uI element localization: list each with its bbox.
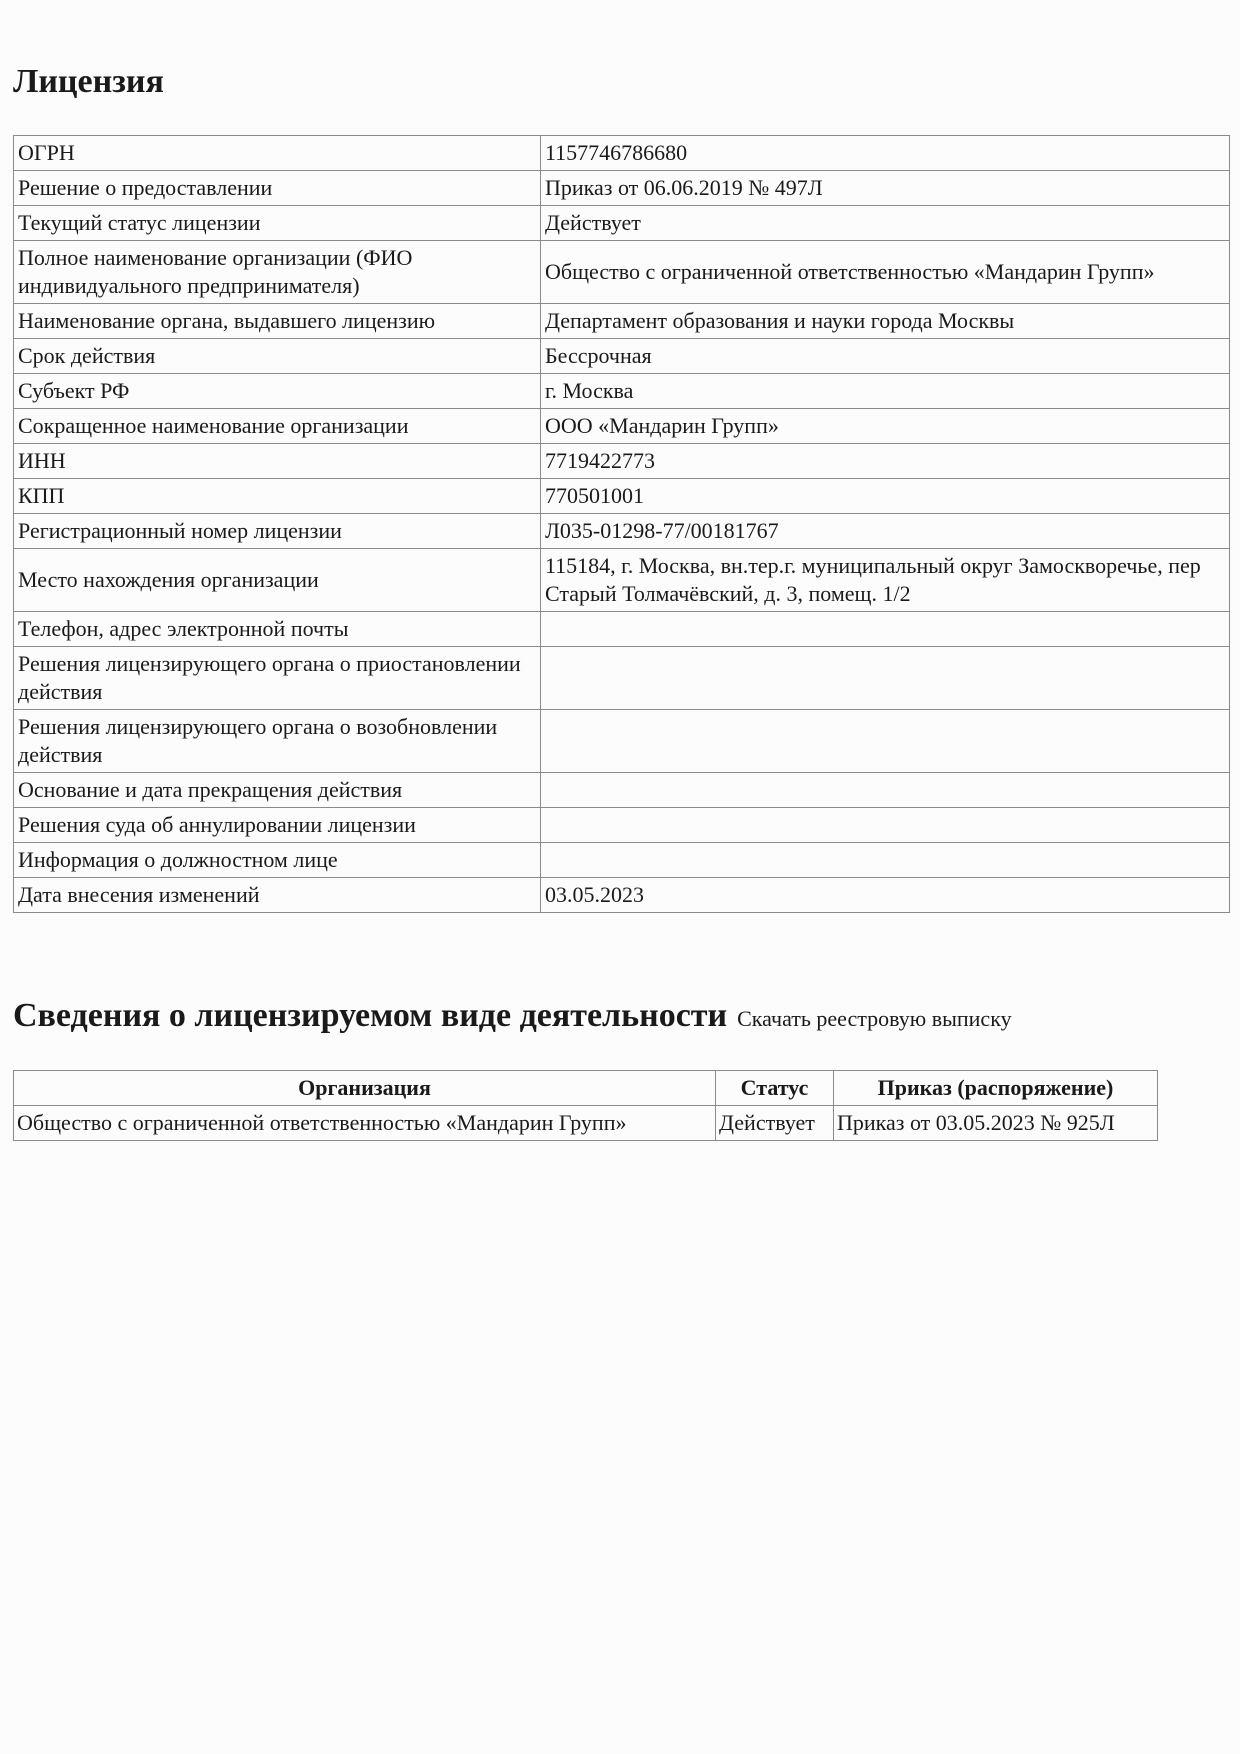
table-row xyxy=(14,549,1230,612)
row-label-decision: Решение о предоставлении xyxy=(14,171,541,206)
activity-heading: Сведения о лицензируемом виде деятельности xyxy=(13,997,728,1034)
table-header-row xyxy=(14,1071,1158,1106)
row-value-suspension xyxy=(541,647,1230,710)
column-header-status: Статус xyxy=(716,1071,834,1106)
table-row xyxy=(14,647,1230,710)
activity-table xyxy=(13,1070,1158,1141)
table-row xyxy=(14,1106,1158,1141)
row-value-decision: Приказ от 06.06.2019 № 497Л xyxy=(541,171,1230,206)
row-value-region: г. Москва xyxy=(541,374,1230,409)
table-row xyxy=(14,374,1230,409)
column-header-order: Приказ (распоряжение) xyxy=(834,1071,1158,1106)
row-label-kpp: КПП xyxy=(14,479,541,514)
row-label-termination: Основание и дата прекращения действия xyxy=(14,773,541,808)
table-row xyxy=(14,773,1230,808)
cell-organization: Общество с ограниченной ответственностью «Мандарин Групп» xyxy=(14,1106,716,1141)
row-label-address: Место нахождения организации xyxy=(14,549,541,612)
row-label-change-date: Дата внесения изменений xyxy=(14,878,541,913)
column-header-organization: Организация xyxy=(14,1071,716,1106)
row-label-region: Субъект РФ xyxy=(14,374,541,409)
table-row xyxy=(14,444,1230,479)
table-row xyxy=(14,514,1230,549)
row-value-short-name: ООО «Мандарин Групп» xyxy=(541,409,1230,444)
row-label-resumption: Решения лицензирующего органа о возобновлении действия xyxy=(14,710,541,773)
row-value-full-name: Общество с ограниченной ответственностью «Мандарин Групп» xyxy=(541,241,1230,304)
row-value-validity: Бессрочная xyxy=(541,339,1230,374)
row-value-contacts xyxy=(541,612,1230,647)
row-value-status: Действует xyxy=(541,206,1230,241)
table-row xyxy=(14,808,1230,843)
row-value-inn: 7719422773 xyxy=(541,444,1230,479)
row-label-ogrn: ОГРН xyxy=(14,136,541,171)
row-value-resumption xyxy=(541,710,1230,773)
row-label-official: Информация о должностном лице xyxy=(14,843,541,878)
table-row xyxy=(14,878,1230,913)
table-row xyxy=(14,339,1230,374)
table-row xyxy=(14,206,1230,241)
row-label-annulment: Решения суда об аннулировании лицензии xyxy=(14,808,541,843)
row-label-issuing-body: Наименование органа, выдавшего лицензию xyxy=(14,304,541,339)
cell-status: Действует xyxy=(716,1106,834,1141)
table-row xyxy=(14,241,1230,304)
row-value-reg-number: Л035-01298-77/00181767 xyxy=(541,514,1230,549)
table-row xyxy=(14,710,1230,773)
row-label-inn: ИНН xyxy=(14,444,541,479)
row-label-reg-number: Регистрационный номер лицензии xyxy=(14,514,541,549)
row-label-contacts: Телефон, адрес электронной почты xyxy=(14,612,541,647)
row-label-full-name: Полное наименование организации (ФИО индивидуального предпринимателя) xyxy=(14,241,541,304)
row-value-address: 115184, г. Москва, вн.тер.г. муниципальный округ Замоскворечье, пер Старый Толмачёвский, д. 3, помещ. 1/2 xyxy=(541,549,1230,612)
row-value-issuing-body: Департамент образования и науки города Москвы xyxy=(541,304,1230,339)
table-row xyxy=(14,479,1230,514)
download-extract-link[interactable]: Скачать реестровую выписку xyxy=(737,1006,1012,1031)
table-row xyxy=(14,409,1230,444)
activity-section-header xyxy=(13,992,1012,1040)
page-title: Лицензия xyxy=(13,63,164,100)
row-value-kpp: 770501001 xyxy=(541,479,1230,514)
row-label-status: Текущий статус лицензии xyxy=(14,206,541,241)
row-label-suspension: Решения лицензирующего органа о приостановлении действия xyxy=(14,647,541,710)
row-label-validity: Срок действия xyxy=(14,339,541,374)
row-label-short-name: Сокращенное наименование организации xyxy=(14,409,541,444)
table-row xyxy=(14,304,1230,339)
table-row xyxy=(14,612,1230,647)
cell-order: Приказ от 03.05.2023 № 925Л xyxy=(834,1106,1158,1141)
row-value-official xyxy=(541,843,1230,878)
row-value-ogrn: 1157746786680 xyxy=(541,136,1230,171)
row-value-annulment xyxy=(541,808,1230,843)
license-table xyxy=(13,135,1230,913)
table-row xyxy=(14,843,1230,878)
table-row xyxy=(14,171,1230,206)
row-value-termination xyxy=(541,773,1230,808)
row-value-change-date: 03.05.2023 xyxy=(541,878,1230,913)
table-row xyxy=(14,136,1230,171)
